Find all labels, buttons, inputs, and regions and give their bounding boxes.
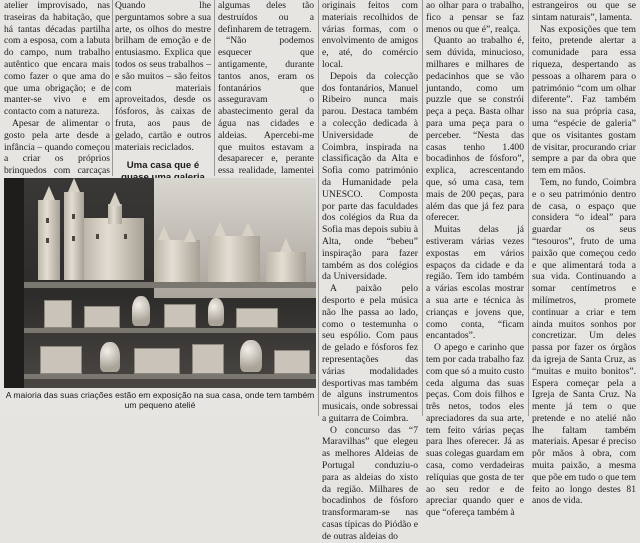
paragraph: Depois da colecção dos fontanários, Manuel Ribeiro nunca mais parou. Destaca também a colecção dedicada à Universidade de Coimbra, inspirada na classificação da Alta e Sofia como património da Humanidade pela UNESCO. Composta por parte das faculdades dos colégios da Rua da Sofia mas depois subiu à Alta, onde “bebeu” inspiração para fazer também as dos colégios da Universidade. — [322, 70, 418, 283]
paragraph: Apesar de alimentar o gosto pela arte desde a infância – quando começou a criar os próprios brinquedos com carcaças — [4, 117, 110, 177]
column-rule — [112, 0, 113, 176]
paragraph: Nas exposições que tem feito, pretende alertar a comunidade para essa riqueza, despertando as pessoas a olharem para o património “com um olhar diferente”. Faz também isso na sua própria casa, uma “espécie de galeria” que os visitantes gostam de visitar, procurando criar sempre a par da obra que tem em mãos. — [532, 23, 636, 177]
model-tower — [108, 204, 122, 224]
model-item — [134, 348, 180, 374]
article-column-2 — [115, 0, 211, 176]
article-column-4 — [322, 0, 418, 542]
model-window — [46, 218, 49, 223]
model-item — [132, 296, 150, 326]
paragraph: algumas deles tão destruídos ou a definharem de tetragem. — [218, 0, 314, 35]
paragraph: “Não podemos esquecer que antigamente, durante tantos anos, eram os fontanários que asseguravam o abastecimento geral da água nas cidades e aldeias. Apercebi-me que muitos estavam a desaparecer e, perante essa realidade, lamentei — [218, 35, 314, 177]
model-roof — [242, 222, 254, 236]
shelf — [24, 282, 316, 288]
paragraph: Quanto ao trabalho é, sem dúvida, minucioso, milhares e milhares de pedacinhos que se vão juntando, como um puzzle que se constrói peça a peça. Basta olhar para uma peça para o perceber. “Nesta das casas tenho 1.400 bocadinhos de fósforo”, explica, acrescentando que, só uma casa, tem mais de 200 peças, para além das que já fez para oferecer. — [426, 35, 524, 224]
shelf — [24, 374, 316, 379]
model-item — [164, 304, 196, 328]
model-item — [208, 298, 224, 326]
model-roof — [280, 238, 292, 252]
paragraph: estrangeiros ou que se sintam naturais”, lamenta. — [532, 0, 636, 23]
article-column-5 — [426, 0, 524, 519]
model-window — [72, 214, 75, 219]
paragraph: O concurso das “7 Maravilhas” que elegeu as melhores Aldeias de Portugal conduziu-o para as aldeias do xisto da região. Milhares de bocadinhos de fósforo transformaram-se nas casas típicas do Piódão e de outras aldeias do — [322, 424, 418, 542]
model-tower — [38, 200, 60, 280]
model-item — [84, 306, 120, 328]
photo-caption: A maioria das suas criações estão em exposição na sua casa, onde tem também um pequeno atelié — [5, 390, 315, 411]
paragraph: originais feitos com materiais recolhidos de várias formas, com o envolvimento de amigos e, até, do comércio local. — [322, 0, 418, 70]
paragraph: ao olhar para o trabalho, fico a pensar se faz menos ou que é”, realça. — [426, 0, 524, 35]
article-photo — [4, 178, 316, 390]
model-roof — [43, 186, 55, 200]
column-rule — [214, 0, 215, 176]
column-rule — [422, 0, 423, 416]
model-window — [96, 234, 99, 239]
model-roof — [68, 178, 80, 192]
cabinet-frame — [4, 178, 24, 390]
model-window — [124, 234, 127, 239]
model-roof — [109, 192, 121, 206]
model-item — [40, 346, 82, 374]
paragraph: Muitas delas já estiveram várias vezes expostas em vários espaços da cidade e da região. Tem ido também a várias escolas mostrar a sua arte e técnica às crianças e jovens que, como conta, “ficam encantados”. — [426, 224, 524, 342]
paragraph: A paixão pelo desporto e pela música não lhe passa ao lado, como o testemunha o seu espólio. Com paus de gelado e fósforos fez representações das várias modalidades desportivas mas também de alguns instrumentos musicais, onde sobressai a guitarra de Coimbra. — [322, 283, 418, 424]
article-column-6 — [532, 0, 636, 507]
model-building — [154, 240, 200, 288]
section-subheading: Uma casa que é — [126, 160, 200, 172]
model-roof — [184, 228, 196, 242]
model-item — [274, 350, 310, 374]
model-window — [72, 236, 75, 241]
model-building — [208, 236, 260, 288]
model-item — [44, 300, 72, 328]
model-window — [46, 238, 49, 243]
model-building — [84, 218, 144, 280]
column-rule — [528, 0, 529, 416]
paragraph: O apego e carinho que tem por cada trabalho faz com que só a muito custo ceda alguma das suas peças. Com dois filhos e três netos, todos eles apreciadores da sua arte, tem feito várias peças para lhes oferecer. Já as suas colegas guardam em casa, como verdadeiras relíquias que gosta de ter ao seu redor e de apreciar quando quer e que “ofereça também à — [426, 342, 524, 519]
paragraph: Quando lhe perguntamos sobre a sua arte, os olhos do mestre brilham de emoção e de entusiasmo. Explica que todos os seus trabalhos – e são muitos – são feitos com materiais aproveitados, desde os fósforos, às caixas de fruta, aos paus de gelado, cartão e outros materiais reciclados. — [115, 0, 211, 153]
model-item — [236, 308, 278, 328]
column-rule — [318, 0, 319, 416]
model-item — [240, 340, 262, 372]
model-item — [192, 344, 224, 374]
shelf — [24, 328, 316, 333]
model-roof — [214, 222, 226, 236]
model-item — [100, 342, 120, 372]
paragraph: atelier improvisado, nas traseiras da habitação, que há tantas décadas partilha com a esposa, com a labuta do campo, num trabalho autêntico que encara mais como fazer o que ama do que uma obrigação; e de manter-se vivo e em contacto com a natureza. — [4, 0, 110, 118]
article-column-3 — [218, 0, 314, 176]
paragraph: Tem, no fundo, Coimbra e o seu património dentro de casa, o espaço que considera “o ideal” para guardar os seus “tesouros”, fruto de uma paixão que começou cedo e que alimentará toda a sua vida. Continuando a somar centímetros e milímetros, promete continuar a criar e tem ainda muitos sonhos por concretizar. Um deles passa por fazer os órgãos da igreja de Santa Cruz, as “muitas e muito bonitos”. Espera começar pela a Igreja de Santa Cruz. Na mente já tem o que pretende e no atelié não lhe faltam também materiais. Apesar é preciso pôr mãos à obra, com muita paixão, a mesma que põe em tudo o que tem feito ao longo destes 81 anos de vida. — [532, 176, 636, 507]
model-roof — [158, 226, 170, 240]
